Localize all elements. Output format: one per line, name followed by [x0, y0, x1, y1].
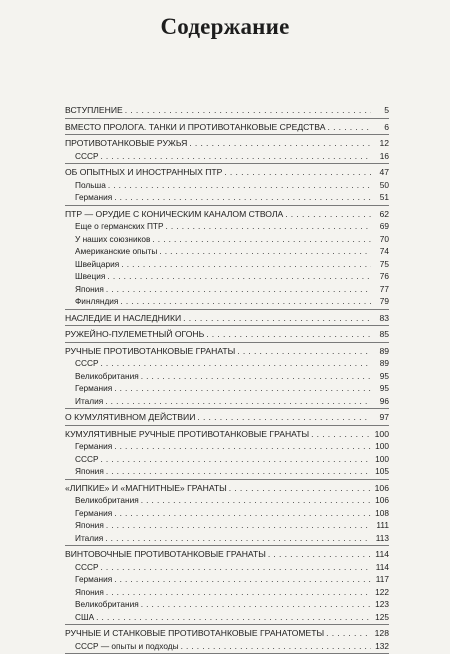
toc-subentry[interactable] [65, 586, 389, 599]
entry-title: Германия [75, 383, 113, 393]
dot-leader [101, 150, 371, 163]
entry-title: Япония [75, 586, 104, 597]
entry-title: Германия [75, 192, 113, 202]
toc-subentry[interactable] [65, 357, 389, 370]
entry-title: Италия [75, 532, 104, 543]
entry-title: Великобритания [75, 495, 139, 505]
page-number: 105 [375, 466, 389, 476]
page-number: 111 [376, 520, 389, 530]
page-number: 117 [375, 574, 389, 584]
dot-leader [114, 440, 371, 453]
toc-subentry[interactable] [65, 233, 389, 246]
toc-subentry[interactable] [65, 494, 389, 507]
dot-leader [125, 104, 371, 117]
page-number: 75 [379, 258, 389, 269]
page-number: 47 [379, 167, 389, 177]
entry-title: Швейцария [75, 258, 120, 269]
dot-leader [229, 482, 371, 495]
dot-leader [152, 233, 371, 246]
page-number: 113 [375, 532, 389, 543]
toc-subentry[interactable] [65, 283, 389, 296]
toc-section [65, 625, 389, 654]
dot-leader [141, 494, 371, 507]
toc-section [65, 206, 389, 310]
entry-title: Япония [75, 520, 104, 530]
page-title: Содержание [160, 14, 290, 39]
page-number: 122 [375, 586, 389, 597]
page-number: 100 [375, 441, 389, 451]
toc-entry[interactable] [65, 411, 389, 424]
dot-leader [106, 283, 371, 296]
dot-leader [106, 586, 371, 599]
dot-leader [114, 573, 371, 586]
dot-leader [121, 258, 371, 271]
entry-title: Великобритания [75, 370, 139, 381]
dot-leader [101, 453, 371, 466]
toc-subentry[interactable] [65, 440, 389, 453]
page-number: 50 [379, 179, 389, 190]
page-number: 132 [375, 640, 389, 651]
toc-entry[interactable] [65, 137, 389, 150]
dot-leader [105, 395, 371, 408]
dot-leader [326, 627, 371, 640]
entry-title: НАСЛЕДИЕ И НАСЛЕДНИКИ [65, 312, 182, 323]
dot-leader [108, 179, 371, 192]
page-number: 77 [379, 283, 389, 294]
page-number: 5 [384, 105, 389, 115]
dot-leader [114, 191, 371, 204]
toc-subentry[interactable] [65, 465, 389, 478]
entry-title: СССР [75, 150, 99, 161]
dot-leader [328, 121, 372, 134]
toc-subentry[interactable] [65, 295, 389, 308]
toc-subentry[interactable] [65, 258, 389, 271]
toc-subentry[interactable] [65, 598, 389, 611]
toc-subentry[interactable] [65, 179, 389, 192]
dot-leader [96, 611, 371, 624]
toc-entry[interactable] [65, 428, 389, 441]
entry-title: Германия [75, 507, 113, 518]
entry-title: РУЧНЫЕ И СТАНКОВЫЕ ПРОТИВОТАНКОВЫЕ ГРАНАТОМЕТЫ [65, 628, 325, 638]
dot-leader [141, 370, 371, 383]
page-number: 74 [379, 246, 389, 256]
toc-entry[interactable] [65, 166, 389, 179]
entry-title: КУМУЛЯТИВНЫЕ РУЧНЫЕ ПРОТИВОТАНКОВЫЕ ГРАНАТЫ [65, 428, 310, 439]
toc-entry[interactable] [65, 328, 389, 341]
dot-leader [166, 220, 371, 233]
entry-title: Япония [75, 466, 104, 476]
entry-title: Германия [75, 574, 113, 584]
page-number: 70 [379, 233, 389, 244]
toc-section [65, 480, 389, 547]
dot-leader [106, 519, 371, 532]
page-number: 100 [374, 428, 389, 439]
page-number: 76 [379, 271, 389, 281]
page-number: 12 [379, 138, 389, 148]
toc-section [65, 102, 389, 119]
entry-title: СССР [75, 561, 99, 572]
toc-entry[interactable] [65, 312, 389, 325]
toc-entry[interactable] [65, 627, 389, 640]
toc-section [65, 326, 389, 343]
dot-leader [114, 382, 371, 395]
page-number: 106 [375, 495, 389, 505]
dot-leader [206, 328, 371, 341]
dot-leader [285, 208, 371, 221]
entry-title: О КУМУЛЯТИВНОМ ДЕЙСТВИИ [65, 412, 196, 422]
toc-subentry[interactable] [65, 507, 389, 520]
dot-leader [114, 507, 371, 520]
entry-title: ПТР — ОРУДИЕ С КОНИЧЕСКИМ КАНАЛОМ СТВОЛА [65, 208, 284, 219]
page-number: 6 [384, 121, 389, 132]
page-number: 69 [379, 221, 389, 231]
toc-subentry[interactable] [65, 191, 389, 204]
entry-title: Швеция [75, 271, 106, 281]
dot-leader [120, 295, 371, 308]
page-number: 16 [379, 150, 389, 161]
entry-title: Американские опыты [75, 246, 158, 256]
page-number: 123 [375, 599, 389, 609]
page-number: 89 [379, 345, 389, 356]
toc-subentry[interactable] [65, 611, 389, 624]
entry-title: США [75, 611, 95, 622]
dot-leader [181, 640, 371, 653]
toc-subentry[interactable] [65, 270, 389, 283]
entry-title: «ЛИПКИЕ» И «МАГНИТНЫЕ» ГРАНАТЫ [65, 482, 227, 493]
toc-entry[interactable] [65, 208, 389, 221]
entry-title: ПРОТИВОТАНКОВЫЕ РУЖЬЯ [65, 138, 188, 148]
page-number: 108 [375, 507, 389, 518]
dot-leader [268, 548, 371, 561]
dot-leader [101, 357, 371, 370]
dot-leader [189, 137, 371, 150]
toc-section [65, 409, 389, 426]
entry-title: Финляндия [75, 296, 119, 306]
toc-subentry[interactable] [65, 640, 389, 653]
toc-entry[interactable] [65, 548, 389, 561]
toc-subentry[interactable] [65, 245, 389, 258]
toc-section [65, 426, 389, 480]
toc-entry[interactable] [65, 345, 389, 358]
page-number: 83 [379, 312, 389, 323]
toc-subentry[interactable] [65, 573, 389, 586]
page-number: 62 [379, 208, 389, 219]
entry-title: РУЖЕЙНО-ПУЛЕМЕТНЫЙ ОГОНЬ [65, 329, 205, 339]
entry-title: ВИНТОВОЧНЫЕ ПРОТИВОТАНКОВЫЕ ГРАНАТЫ [65, 549, 266, 559]
toc-subentry[interactable] [65, 370, 389, 383]
dot-leader [159, 245, 371, 258]
entry-title: СССР — опыты и подходы [75, 640, 179, 651]
toc-entry[interactable] [65, 482, 389, 495]
toc-subentry[interactable] [65, 532, 389, 545]
page-number: 85 [379, 329, 389, 339]
page-number: 79 [379, 296, 389, 306]
page-number: 97 [379, 412, 389, 422]
entry-title: СССР [75, 453, 99, 464]
entry-title: Великобритания [75, 599, 139, 609]
toc-subentry[interactable] [65, 220, 389, 233]
toc-subentry[interactable] [65, 519, 389, 532]
entry-title: У наших союзников [75, 233, 151, 244]
toc-subentry[interactable] [65, 382, 389, 395]
page-number: 51 [379, 192, 389, 202]
dot-leader [197, 411, 371, 424]
toc-section [65, 310, 389, 327]
page-number: 128 [374, 628, 389, 638]
toc-section [65, 546, 389, 625]
dot-leader [183, 312, 371, 325]
toc-subentry[interactable] [65, 150, 389, 163]
dot-leader [107, 270, 371, 283]
toc-subentry[interactable] [65, 395, 389, 408]
toc-entry[interactable] [65, 121, 389, 134]
entry-title: ВМЕСТО ПРОЛОГА. ТАНКИ И ПРОТИВОТАНКОВЫЕ СРЕДСТВА [65, 121, 326, 132]
entry-title: Еще о германских ПТР [75, 221, 164, 231]
toc-section [65, 343, 389, 410]
page-number: 100 [375, 453, 389, 464]
page-number: 125 [375, 611, 389, 622]
entry-title: ВСТУПЛЕНИЕ [65, 105, 123, 115]
page-number: 95 [379, 370, 389, 381]
page-number: 89 [379, 358, 389, 368]
page-number: 106 [374, 482, 389, 493]
dot-leader [224, 166, 371, 179]
dot-leader [237, 345, 371, 358]
entry-title: Япония [75, 283, 104, 294]
dot-leader [101, 561, 371, 574]
toc-entry[interactable] [65, 104, 389, 117]
page-number: 95 [379, 383, 389, 393]
toc-subentry[interactable] [65, 561, 389, 574]
toc-section [65, 119, 389, 136]
dot-leader [105, 532, 371, 545]
entry-title: Италия [75, 395, 104, 406]
entry-title: РУЧНЫЕ ПРОТИВОТАНКОВЫЕ ГРАНАТЫ [65, 345, 236, 356]
table-of-contents [65, 102, 389, 654]
dot-leader [141, 598, 371, 611]
entry-title: Польша [75, 179, 106, 190]
dot-leader [311, 428, 371, 441]
entry-title: ОБ ОПЫТНЫХ И ИНОСТРАННЫХ ПТР [65, 167, 223, 177]
page-number: 114 [375, 549, 389, 559]
entry-title: Германия [75, 441, 113, 451]
toc-section [65, 164, 389, 206]
dot-leader [106, 465, 371, 478]
page-number: 96 [379, 395, 389, 406]
toc-subentry[interactable] [65, 453, 389, 466]
entry-title: СССР [75, 358, 99, 368]
toc-section [65, 135, 389, 164]
page-number: 114 [375, 561, 389, 572]
